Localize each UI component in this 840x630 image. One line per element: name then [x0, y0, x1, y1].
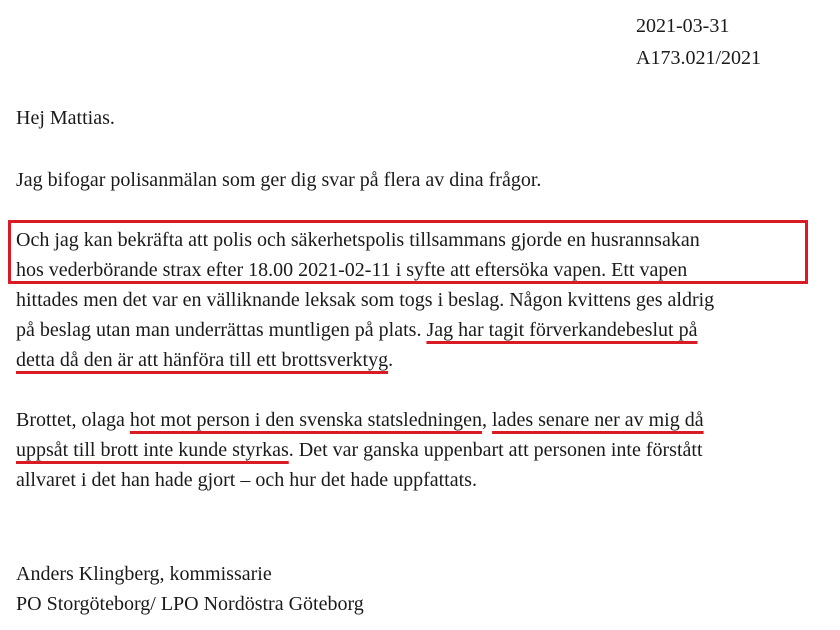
plain-text: Brottet, olaga: [16, 409, 130, 431]
signature-unit: PO Storgöteborg/ LPO Nordöstra Göteborg: [16, 593, 364, 615]
paragraph-1-line: Och jag kan bekräfta att polis och säkerhetspolis tillsammans gjorde en husrannsakan: [16, 229, 700, 251]
underlined-text: Jag har tagit förverkandebeslut på: [426, 319, 698, 341]
greeting: Hej Mattias.: [16, 107, 115, 129]
paragraph-2-line: [16, 436, 703, 464]
underlined-text: hot mot person i den svenska statsledningen: [129, 409, 483, 431]
paragraph-1-line: [16, 316, 697, 344]
reference-number: A173.021/2021: [636, 47, 761, 69]
underlined-text: detta då den är att hänföra till ett brottsverktyg: [16, 349, 389, 371]
paragraph-1-line: hos vederbörande strax efter 18.00 2021-02-11 i syfte att eftersöka vapen. Ett vapen: [16, 259, 688, 281]
plain-text: .: [388, 349, 394, 371]
plain-text: . Det var ganska uppenbart att personen inte förstått: [288, 439, 703, 461]
intro-paragraph: Jag bifogar polisanmälan som ger dig svar på flera av dina frågor.: [16, 169, 542, 191]
paragraph-2-line: [16, 406, 704, 434]
paragraph-1-line: [16, 346, 393, 374]
plain-text: ,: [482, 409, 493, 431]
plain-text: på beslag utan man underrättas muntligen på plats.: [16, 319, 427, 341]
underlined-text: uppsåt till brott inte kunde styrkas: [16, 439, 289, 461]
paragraph-2-line: allvaret i det han hade gjort – och hur det hade uppfattats.: [16, 469, 477, 491]
letter-date: 2021-03-31: [636, 15, 730, 37]
underlined-text: lades senare ner av mig då: [492, 409, 704, 431]
signature-name: Anders Klingberg, kommissarie: [16, 563, 272, 585]
paragraph-1-line: hittades men det var en välliknande leksak som togs i beslag. Någon kvittens ges aldrig: [16, 289, 715, 311]
